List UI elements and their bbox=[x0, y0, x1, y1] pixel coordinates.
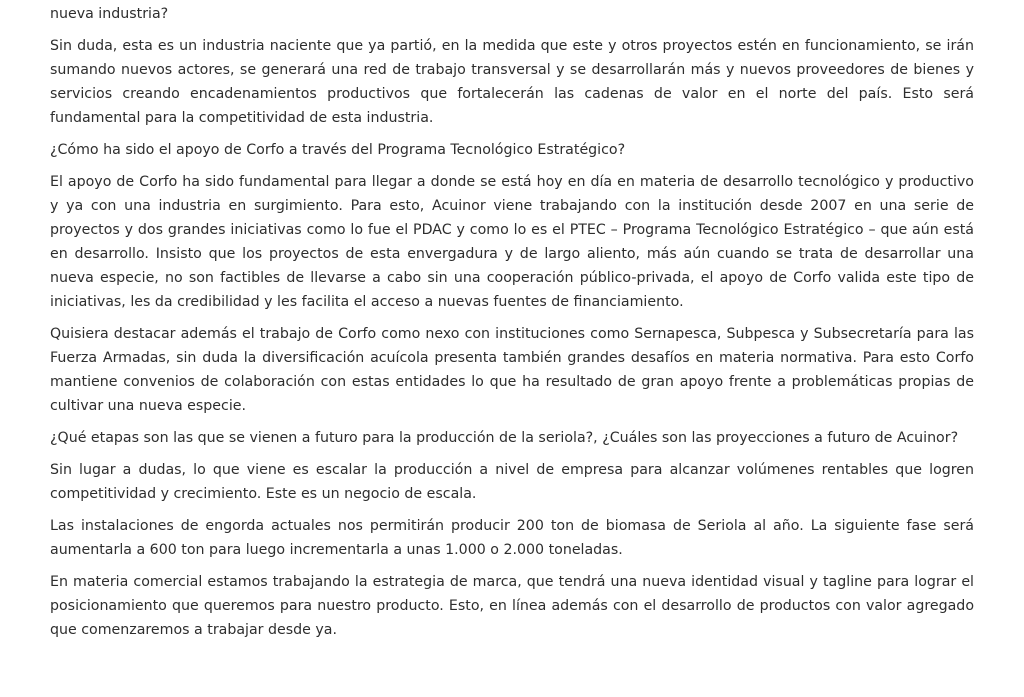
interview-question: ¿Cómo ha sido el apoyo de Corfo a través del Programa Tecnológico Estratégico? bbox=[50, 142, 626, 158]
answer-paragraph: En materia comercial estamos trabajando la estrategia de marca, que tendrá una nueva identidad visual y tagline para lograr el posicionamiento que queremos para nuestro producto. Esto, en línea además con el desarrollo de productos con valor agregado que comenzaremos a trabajar desde ya. bbox=[50, 574, 974, 638]
answer-paragraph: Las instalaciones de engorda actuales nos permitirán producir 200 ton de biomasa de Seriola al año. La siguiente fase será aumentarla a 600 ton para luego incrementarla a unas 1.000 o 2.000 toneladas. bbox=[50, 518, 974, 558]
answer-paragraph: Quisiera destacar además el trabajo de Corfo como nexo con instituciones como Sernapesca, Subpesca y Subsecretaría para las Fuerza Armadas, sin duda la diversificación acuícola presenta también grandes desafíos en materia normativa. Para esto Corfo mantiene convenios de colaboración con estas entidades lo que ha resultado de gran apoyo frente a problemáticas propias de cultivar una nueva especie. bbox=[50, 326, 974, 414]
answer-paragraph: Sin lugar a dudas, lo que viene es escalar la producción a nivel de empresa para alcanzar volúmenes rentables que logren competitividad y crecimiento. Este es un negocio de escala. bbox=[50, 462, 974, 502]
answer-paragraph: El apoyo de Corfo ha sido fundamental para llegar a donde se está hoy en día en materia de desarrollo tecnológico y productivo y ya con una industria en surgimiento. Para esto, Acuinor viene trabajando con la institución desde 2007 en una serie de proyectos y dos grandes iniciativas como lo fue el PDAC y como lo es el PTEC – Programa Tecnológico Estratégico – que aún está en desarrollo. Insisto que los proyectos de esta envergadura y de largo aliento, más aún cuando se trata de desarrollar una nueva especie, no son factibles de llevarse a cabo sin una cooperación público-privada, el apoyo de Corfo valida este tipo de iniciativas, les da credibilidad y les facilita el acceso a nuevas fuentes de financiamiento. bbox=[50, 174, 974, 310]
question-fragment: nueva industria? bbox=[50, 6, 169, 22]
answer-paragraph: Sin duda, esta es un industria naciente que ya partió, en la medida que este y otros proyectos estén en funcionamiento, se irán sumando nuevos actores, se generará una red de trabajo transversal y se desarrollarán más y nuevos proveedores de bienes y servicios creando encadenamientos productivos que fortalecerán las cadenas de valor en el norte del país. Esto será fundamental para la competitividad de esta industria. bbox=[50, 38, 974, 126]
article-body bbox=[50, 2, 974, 650]
interview-question: ¿Qué etapas son las que se vienen a futuro para la producción de la seriola?, ¿Cuáles son las proyecciones a futuro de Acuinor? bbox=[50, 430, 959, 446]
